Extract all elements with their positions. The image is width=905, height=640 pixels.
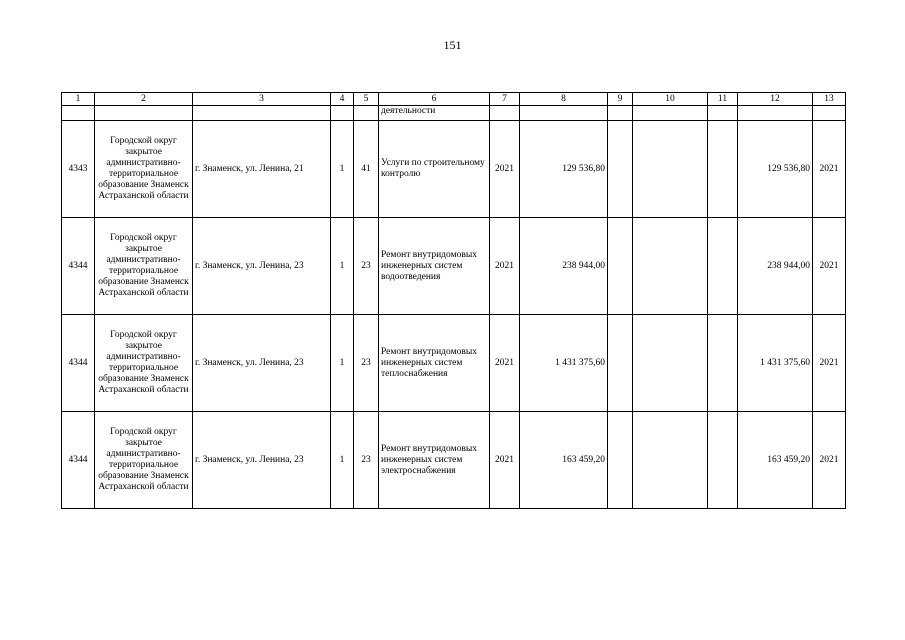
address-cell: г. Знаменск, ул. Ленина, 23	[193, 412, 331, 509]
col10-cell	[633, 315, 708, 412]
row-number: 4343	[62, 121, 95, 218]
col11-cell	[708, 218, 738, 315]
cost-cell: 129 536,80	[520, 121, 608, 218]
year-cell: 2021	[490, 315, 520, 412]
col10-cell	[633, 218, 708, 315]
column-header: 4	[331, 93, 354, 106]
empty-cell	[95, 106, 193, 121]
col11-cell	[708, 412, 738, 509]
end-year-cell: 2021	[813, 412, 846, 509]
owner-cell: Городской округ закрытое административно-территориальное образование Знаменск Астраханской области	[95, 218, 193, 315]
table-row	[62, 121, 846, 218]
column-header: 12	[738, 93, 813, 106]
column-header: 11	[708, 93, 738, 106]
year-cell: 2021	[490, 121, 520, 218]
work-continuation: деятельности	[379, 106, 490, 121]
header-row	[62, 93, 846, 106]
empty-cell	[813, 106, 846, 121]
table-row	[62, 218, 846, 315]
empty-cell	[354, 106, 379, 121]
cost-cell: 238 944,00	[520, 218, 608, 315]
owner-cell: Городской округ закрытое административно-территориальное образование Знаменск Астраханской области	[95, 315, 193, 412]
register-table	[61, 92, 846, 509]
empty-cell	[331, 106, 354, 121]
col5-cell: 23	[354, 315, 379, 412]
address-cell: г. Знаменск, ул. Ленина, 21	[193, 121, 331, 218]
address-cell: г. Знаменск, ул. Ленина, 23	[193, 218, 331, 315]
column-header: 13	[813, 93, 846, 106]
col9-cell	[608, 412, 633, 509]
col4-cell: 1	[331, 218, 354, 315]
col10-cell	[633, 121, 708, 218]
end-year-cell: 2021	[813, 218, 846, 315]
year-cell: 2021	[490, 412, 520, 509]
column-header: 5	[354, 93, 379, 106]
table-row	[62, 315, 846, 412]
end-year-cell: 2021	[813, 315, 846, 412]
row-number: 4344	[62, 412, 95, 509]
work-cell: Ремонт внутридомовых инженерных систем водоотведения	[379, 218, 490, 315]
column-header: 9	[608, 93, 633, 106]
col11-cell	[708, 121, 738, 218]
work-cell: Ремонт внутридомовых инженерных систем электроснабжения	[379, 412, 490, 509]
col4-cell: 1	[331, 412, 354, 509]
col4-cell: 1	[331, 121, 354, 218]
empty-cell	[738, 106, 813, 121]
cost-cell: 1 431 375,60	[520, 315, 608, 412]
owner-cell: Городской округ закрытое административно-территориальное образование Знаменск Астраханской области	[95, 121, 193, 218]
continuation-row	[62, 106, 846, 121]
row-number: 4344	[62, 315, 95, 412]
col11-cell	[708, 315, 738, 412]
total-cell: 129 536,80	[738, 121, 813, 218]
col9-cell	[608, 315, 633, 412]
column-header: 7	[490, 93, 520, 106]
empty-cell	[708, 106, 738, 121]
work-cell: Ремонт внутридомовых инженерных систем теплоснабжения	[379, 315, 490, 412]
total-cell: 238 944,00	[738, 218, 813, 315]
page-number: 151	[443, 38, 462, 52]
end-year-cell: 2021	[813, 121, 846, 218]
total-cell: 163 459,20	[738, 412, 813, 509]
year-cell: 2021	[490, 218, 520, 315]
address-cell: г. Знаменск, ул. Ленина, 23	[193, 315, 331, 412]
column-header: 2	[95, 93, 193, 106]
owner-cell: Городской округ закрытое административно-территориальное образование Знаменск Астраханской области	[95, 412, 193, 509]
empty-cell	[193, 106, 331, 121]
table-row	[62, 412, 846, 509]
col9-cell	[608, 218, 633, 315]
col5-cell: 23	[354, 412, 379, 509]
column-header: 8	[520, 93, 608, 106]
total-cell: 1 431 375,60	[738, 315, 813, 412]
col4-cell: 1	[331, 315, 354, 412]
empty-cell	[608, 106, 633, 121]
row-number: 4344	[62, 218, 95, 315]
cost-cell: 163 459,20	[520, 412, 608, 509]
col9-cell	[608, 121, 633, 218]
column-header: 1	[62, 93, 95, 106]
column-header: 3	[193, 93, 331, 106]
empty-cell	[62, 106, 95, 121]
column-header: 6	[379, 93, 490, 106]
empty-cell	[633, 106, 708, 121]
column-header: 10	[633, 93, 708, 106]
col5-cell: 41	[354, 121, 379, 218]
work-cell: Услуги по строительному контролю	[379, 121, 490, 218]
empty-cell	[490, 106, 520, 121]
col5-cell: 23	[354, 218, 379, 315]
col10-cell	[633, 412, 708, 509]
empty-cell	[520, 106, 608, 121]
